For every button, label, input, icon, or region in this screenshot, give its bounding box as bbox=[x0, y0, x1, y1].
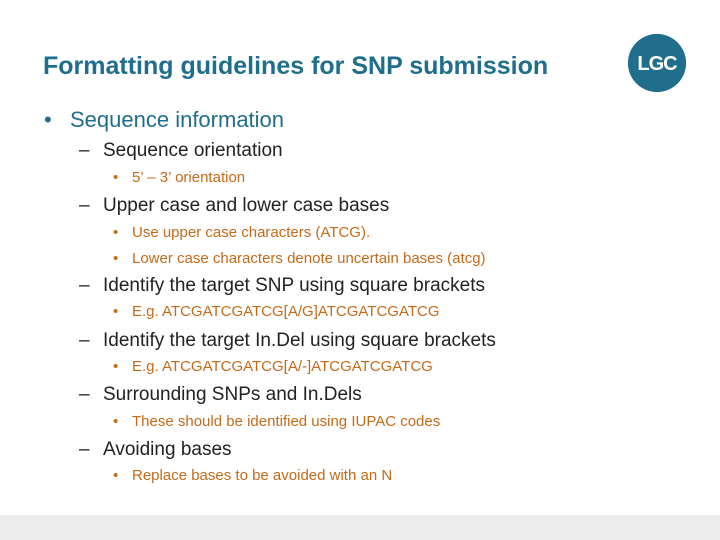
section-item bbox=[113, 413, 440, 430]
section-item-label: 5’ – 3’ orientation bbox=[132, 169, 246, 186]
main-bullet-label: Sequence information bbox=[70, 107, 285, 132]
section-heading bbox=[79, 439, 232, 461]
section-heading-label: Surrounding SNPs and In.Dels bbox=[103, 384, 362, 405]
section-item-label: These should be identified using IUPAC codes bbox=[132, 413, 441, 430]
bullet-dot: • bbox=[44, 107, 52, 132]
section-heading-label: Avoiding bases bbox=[103, 439, 232, 460]
sub-bullet-dot: • bbox=[113, 169, 119, 186]
section-heading bbox=[79, 140, 283, 162]
section-item bbox=[113, 358, 433, 375]
section-item bbox=[113, 250, 486, 267]
section-item-label: Lower case characters denote uncertain bases (atcg) bbox=[132, 250, 486, 267]
footer-bar bbox=[0, 515, 720, 540]
section-item bbox=[113, 467, 392, 484]
section-heading-label: Identify the target In.Del using square brackets bbox=[103, 330, 496, 351]
section-item bbox=[113, 169, 245, 186]
sub-bullet-dot: • bbox=[113, 303, 119, 320]
sub-bullet-dot: • bbox=[113, 224, 119, 241]
dash-marker: – bbox=[79, 140, 90, 161]
section-item-label: E.g. ATCGATCGATCG[A/-]ATCGATCGATCG bbox=[132, 358, 433, 375]
slide-title: Formatting guidelines for SNP submission bbox=[43, 52, 549, 80]
section-heading bbox=[79, 330, 496, 352]
section-item-label: E.g. ATCGATCGATCG[A/G]ATCGATCGATCG bbox=[132, 303, 440, 320]
section-heading-label: Identify the target SNP using square brackets bbox=[103, 275, 485, 296]
section-item-label: Use upper case characters (ATCG). bbox=[132, 224, 371, 241]
section-heading bbox=[79, 384, 362, 406]
dash-marker: – bbox=[79, 384, 90, 405]
main-bullet bbox=[44, 107, 284, 133]
section-item bbox=[113, 303, 440, 320]
sub-bullet-dot: • bbox=[113, 250, 119, 267]
dash-marker: – bbox=[79, 330, 90, 351]
sub-bullet-dot: • bbox=[113, 358, 119, 375]
section-heading-label: Sequence orientation bbox=[103, 140, 283, 161]
section-item-label: Replace bases to be avoided with an N bbox=[132, 467, 393, 484]
section-heading-label: Upper case and lower case bases bbox=[103, 195, 390, 216]
dash-marker: – bbox=[79, 195, 90, 216]
section-heading bbox=[79, 275, 485, 297]
sub-bullet-dot: • bbox=[113, 413, 119, 430]
lgc-logo-text: LGC bbox=[637, 53, 677, 75]
section-item bbox=[113, 224, 370, 241]
dash-marker: – bbox=[79, 275, 90, 296]
sub-bullet-dot: • bbox=[113, 467, 119, 484]
dash-marker: – bbox=[79, 439, 90, 460]
section-heading bbox=[79, 195, 389, 217]
